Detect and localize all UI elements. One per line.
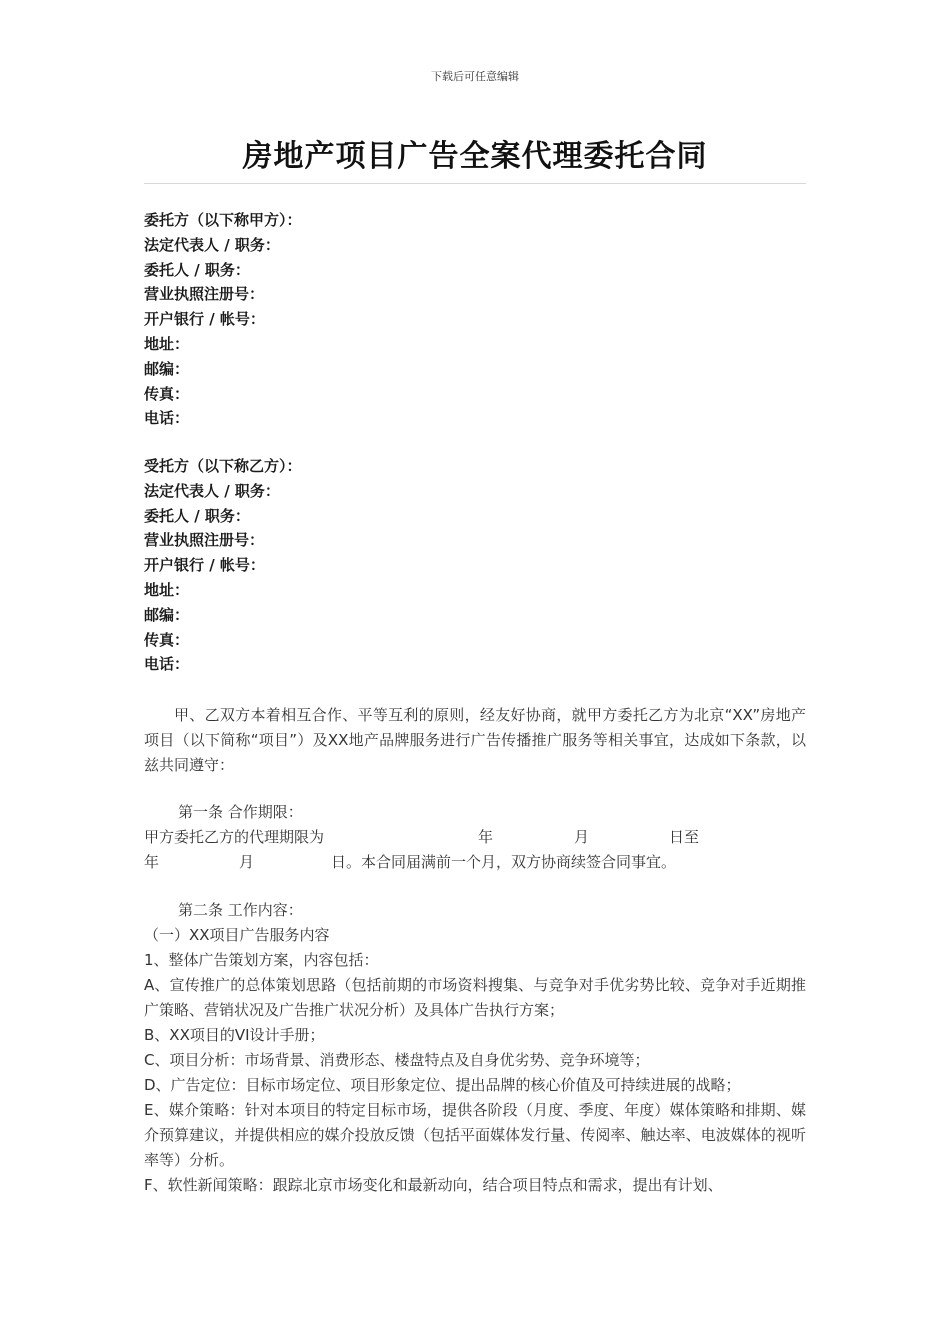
- article-1-heading: 第一条 合作期限：: [178, 803, 303, 821]
- party-a-block: [144, 208, 806, 431]
- intro-paragraph: 甲、乙双方本着相互合作、平等互利的原则，经友好协商，就甲方委托乙方为北京“XX”房地产项目（以下简称“项目”）及XX地产品牌服务进行广告传播推广服务等相关事宜，达成如下条款，以兹共同遵守：: [144, 706, 806, 774]
- party-b-field: 传真：: [144, 630, 190, 649]
- party-b-field: 地址：: [144, 580, 190, 599]
- content-item: E、媒介策略：针对本项目的特定目标市场，提供各阶段（月度、季度、年度）媒体策略和排期、媒介预算建议，并提供相应的媒介投放反馈（包括平面媒体发行量、传阅率、触达率、电波媒体的视听率等）分析。: [144, 1101, 806, 1169]
- term-end-year: 年: [144, 853, 160, 871]
- party-b-block: [144, 454, 806, 677]
- term-day-to: 日至: [669, 828, 700, 846]
- party-a-field: 电话：: [144, 409, 190, 428]
- header-note: 下载后可任意编辑: [431, 70, 519, 83]
- article-2-subheading: （一）XX项目广告服务内容: [144, 926, 330, 944]
- party-b-field: 委托人 / 职务：: [144, 506, 250, 525]
- party-a-field: 地址：: [144, 334, 190, 353]
- article-2-item-1: 1、整体广告策划方案，内容包括：: [144, 951, 379, 969]
- party-a-field: 法定代表人 / 职务：: [144, 235, 280, 254]
- party-a-field: 营业执照注册号：: [144, 285, 265, 304]
- party-b-field: 营业执照注册号：: [144, 531, 265, 550]
- article-1-term-end-line: [144, 850, 806, 875]
- party-b-field: 法定代表人 / 职务：: [144, 481, 280, 500]
- article-2-heading: 第二条 工作内容：: [178, 901, 303, 919]
- term-year: 年: [478, 828, 494, 846]
- term-prefix: 甲方委托乙方的代理期限为: [144, 828, 325, 846]
- content-item: A、宣传推广的总体策划思路（包括前期的市场资料搜集、与竞争对手优劣势比较、竞争对手近期推广策略、营销状况及广告推广状况分析）及具体广告执行方案；: [144, 976, 806, 1019]
- content-item: C、项目分析：市场背景、消费形态、楼盘特点及自身优劣势、竞争环境等；: [144, 1051, 650, 1069]
- party-b-field: 电话：: [144, 655, 190, 674]
- content-item: B、XX项目的VI设计手册；: [144, 1026, 325, 1044]
- party-a-field: 传真：: [144, 384, 190, 403]
- content-item: F、软性新闻策略：跟踪北京市场变化和最新动向，结合项目特点和需求，提出有计划、: [144, 1176, 723, 1194]
- term-end-month: 月: [239, 853, 255, 871]
- party-b-field: 开户银行 / 帐号：: [144, 556, 265, 575]
- document-title: 房地产项目广告全案代理委托合同: [242, 139, 708, 174]
- party-b-field: 邮编：: [144, 605, 190, 624]
- term-month: 月: [574, 828, 590, 846]
- party-a-field: 邮编：: [144, 359, 190, 378]
- party-b-field: 受托方（以下称乙方）：: [144, 457, 302, 475]
- content-item: D、广告定位：目标市场定位、项目形象定位、提出品牌的核心价值及可持续进展的战略；: [144, 1076, 741, 1094]
- article-1: [144, 800, 806, 875]
- party-a-field: 开户银行 / 帐号：: [144, 310, 265, 329]
- title-divider: [144, 183, 806, 184]
- article-1-term-line: [144, 825, 806, 850]
- party-a-field: 委托人 / 职务：: [144, 260, 250, 279]
- term-end-day: 日。本合同届满前一个月，双方协商续签合同事宜。: [331, 853, 677, 871]
- party-a-field: 委托方（以下称甲方）：: [144, 211, 302, 229]
- article-2: [144, 898, 806, 1198]
